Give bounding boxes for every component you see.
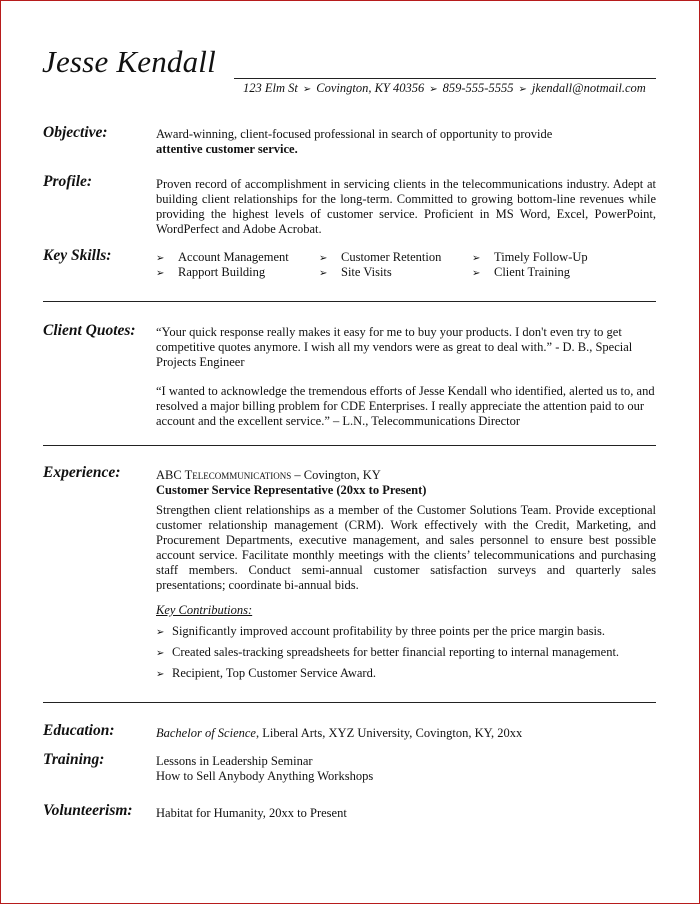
arrow-bullet-icon: ➢ (472, 268, 481, 279)
contributions-heading: Key Contributions: (156, 603, 253, 617)
experience-company: ABC Telecommunications (156, 468, 292, 482)
arrow-bullet-icon: ➢ (302, 84, 312, 95)
education-degree: Bachelor of Science (156, 726, 256, 740)
arrow-bullet-icon: ➢ (472, 253, 481, 264)
quote-1: “Your quick response really makes it easy for me to buy your products. I don't even try to get competitive quotes anymore. I wish all my vendors were as great to deal with.” - D. B., Special Projects Engineer (156, 325, 633, 369)
arrow-bullet-icon: ➢ (156, 648, 165, 659)
contribution-item: ➢ Recipient, Top Customer Service Award. (156, 666, 376, 680)
objective-line-1: Award-winning, client-focused professional in search of opportunity to provide (156, 127, 553, 141)
contact-address: 123 Elm St (243, 81, 298, 95)
training-list (156, 754, 656, 784)
section-divider (43, 301, 656, 302)
contact-email: jkendall@notmail.com (531, 81, 646, 95)
contribution-item: ➢ Created sales-tracking spreadsheets for better financial reporting to internal management. (156, 645, 620, 659)
contact-line (243, 81, 646, 96)
skill-item: ➢ Customer Retention (319, 250, 442, 264)
objective-line-2: attentive customer service. (156, 142, 298, 156)
experience-company-line (156, 468, 656, 483)
volunteerism-heading: Volunteerism: (43, 802, 133, 819)
experience-heading: Experience: (43, 464, 121, 481)
arrow-bullet-icon: ➢ (156, 627, 165, 638)
arrow-bullet-icon: ➢ (156, 253, 165, 264)
experience-description: Strengthen client relationships as a member of the Customer Solutions Team. Provide exceptional customer relationship management (CRM). Work effectively with the Credit, Marketing, and Procurement Departments, executive management, and sales personnel to ensure best possible account service. Facilitate monthly meetings with the clients’ telecommunications and purchasing staff members. Conduct semi-annual customer satisfaction surveys and quarterly sales presentations; coordinate bi-annual bids. (156, 503, 656, 592)
arrow-bullet-icon: ➢ (156, 268, 165, 279)
arrow-bullet-icon: ➢ (156, 669, 165, 680)
header-rule (234, 78, 656, 79)
arrow-bullet-icon: ➢ (429, 84, 438, 95)
section-divider (43, 445, 656, 446)
contribution-item: ➢ Significantly improved account profitability by three points per the price margin basis. (156, 624, 605, 638)
skill-item: ➢ Timely Follow-Up (472, 250, 588, 264)
objective-text (156, 127, 656, 157)
education-details: , Liberal Arts, XYZ University, Covington, KY, 20xx (255, 726, 523, 740)
quotes-heading: Client Quotes: (43, 322, 136, 339)
education-text (156, 726, 656, 741)
skill-item: ➢ Client Training (472, 265, 571, 279)
education-heading: Education: (43, 722, 115, 739)
experience-location: – Covington, KY (291, 468, 381, 482)
quote-2: “I wanted to acknowledge the tremendous efforts of Jesse Kendall who identified, alerted us to, and resolved a major billing problem for CDE Enterprises. I really appreciate the attention paid to our account and the excellent service.” – L.N., Telecommunications Director (156, 384, 655, 428)
objective-heading: Objective: (43, 124, 108, 141)
contact-phone: 859-555-5555 (442, 81, 514, 95)
training-heading: Training: (43, 751, 105, 768)
training-item: How to Sell Anybody Anything Workshops (156, 769, 374, 783)
section-divider (43, 702, 656, 703)
skills-heading: Key Skills: (43, 247, 112, 264)
candidate-name: Jesse Kendall (42, 44, 216, 79)
skill-item: ➢ Rapport Building (156, 265, 266, 279)
training-item: Lessons in Leadership Seminar (156, 754, 313, 768)
experience-title: Customer Service Representative (20xx to Present) (156, 483, 427, 497)
arrow-bullet-icon: ➢ (518, 84, 527, 95)
skill-item: ➢ Account Management (156, 250, 289, 264)
profile-heading: Profile: (43, 173, 93, 190)
skill-item: ➢ Site Visits (319, 265, 392, 279)
arrow-bullet-icon: ➢ (319, 268, 328, 279)
arrow-bullet-icon: ➢ (319, 253, 328, 264)
volunteerism-text: Habitat for Humanity, 20xx to Present (156, 806, 347, 820)
contact-city: Covington, KY 40356 (316, 81, 425, 95)
profile-text: Proven record of accomplishment in servicing clients in the telecommunications industry. Adept at building client relationships for the long-term. Committed to growing bottom-line revenues while providing the highest levels of customer service. Proficient in MS Word, Excel, PowerPoint, WordPerfect and Adobe Acrobat. (156, 177, 656, 236)
